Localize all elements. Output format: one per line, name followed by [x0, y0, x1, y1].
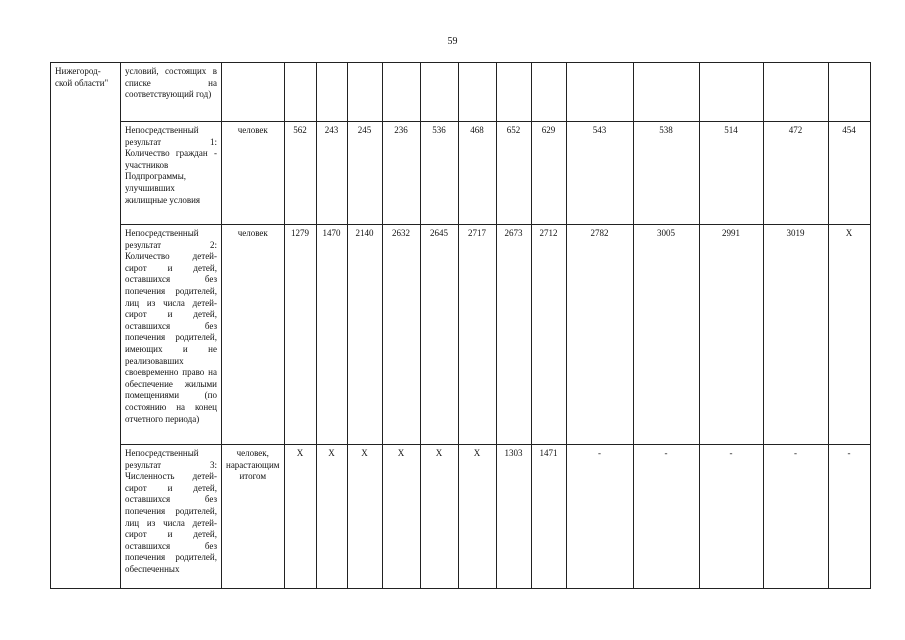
- indicator-cell: Непосредственный результат 1: Количество граждан - участников Подпрограммы, улучшивших жилищные условия: [121, 122, 222, 225]
- value-cell: Х: [316, 445, 347, 589]
- value-cell: [382, 63, 420, 122]
- value-cell: 2673: [496, 225, 531, 445]
- indicator-cell: условий, состоящих в списке на соответствующий год): [121, 63, 222, 122]
- value-cell: 2632: [382, 225, 420, 445]
- value-cell: 562: [284, 122, 316, 225]
- value-cell: 536: [420, 122, 458, 225]
- unit-cell: человек, нарастающим итогом: [222, 445, 285, 589]
- table-row: [51, 445, 871, 589]
- value-cell: Х: [420, 445, 458, 589]
- unit-cell: человек: [222, 122, 285, 225]
- value-cell: [763, 63, 828, 122]
- value-cell: 2717: [458, 225, 496, 445]
- value-cell: 245: [347, 122, 382, 225]
- value-cell: 2782: [566, 225, 633, 445]
- value-cell: [566, 63, 633, 122]
- value-cell: Х: [828, 225, 870, 445]
- value-cell: -: [566, 445, 633, 589]
- value-cell: Х: [347, 445, 382, 589]
- value-cell: 236: [382, 122, 420, 225]
- indicator-cell: Непосредственный результат 3: Численность детей-сирот и детей, оставшихся без попечения родителей, лиц из числа детей-сирот и детей, оставшихся без попечения родителей, обеспеченных: [121, 445, 222, 589]
- value-cell: Х: [284, 445, 316, 589]
- indicators-table: [50, 62, 871, 589]
- value-cell: 629: [531, 122, 566, 225]
- table-row: [51, 63, 871, 122]
- value-cell: Х: [458, 445, 496, 589]
- table-row: [51, 122, 871, 225]
- value-cell: [458, 63, 496, 122]
- value-cell: -: [699, 445, 763, 589]
- value-cell: 538: [633, 122, 699, 225]
- indicator-cell: Непосредственный результат 2: Количество детей-сирот и детей, оставшихся без попечения родителей, лиц из числа детей-сирот и детей, оставшихся без попечения родителей, имеющих и не реализовавших своевременно право на обеспечение жилыми помещениями (по состоянию на конец отчетного периода): [121, 225, 222, 445]
- value-cell: 243: [316, 122, 347, 225]
- value-cell: 543: [566, 122, 633, 225]
- value-cell: [828, 63, 870, 122]
- value-cell: [347, 63, 382, 122]
- value-cell: [633, 63, 699, 122]
- value-cell: -: [763, 445, 828, 589]
- value-cell: 1279: [284, 225, 316, 445]
- value-cell: [699, 63, 763, 122]
- unit-cell: человек: [222, 225, 285, 445]
- value-cell: 468: [458, 122, 496, 225]
- table-row: [51, 225, 871, 445]
- value-cell: [284, 63, 316, 122]
- value-cell: 454: [828, 122, 870, 225]
- value-cell: -: [828, 445, 870, 589]
- value-cell: [420, 63, 458, 122]
- value-cell: [496, 63, 531, 122]
- value-cell: 1470: [316, 225, 347, 445]
- value-cell: 2991: [699, 225, 763, 445]
- value-cell: [316, 63, 347, 122]
- value-cell: 514: [699, 122, 763, 225]
- value-cell: Х: [382, 445, 420, 589]
- value-cell: [531, 63, 566, 122]
- value-cell: 2645: [420, 225, 458, 445]
- unit-cell: [222, 63, 285, 122]
- value-cell: 2712: [531, 225, 566, 445]
- value-cell: -: [633, 445, 699, 589]
- value-cell: 652: [496, 122, 531, 225]
- value-cell: 472: [763, 122, 828, 225]
- region-cell: Нижегород-ской области": [51, 63, 121, 589]
- value-cell: 2140: [347, 225, 382, 445]
- value-cell: 1303: [496, 445, 531, 589]
- value-cell: 1471: [531, 445, 566, 589]
- page-number: 59: [447, 36, 458, 47]
- value-cell: 3019: [763, 225, 828, 445]
- value-cell: 3005: [633, 225, 699, 445]
